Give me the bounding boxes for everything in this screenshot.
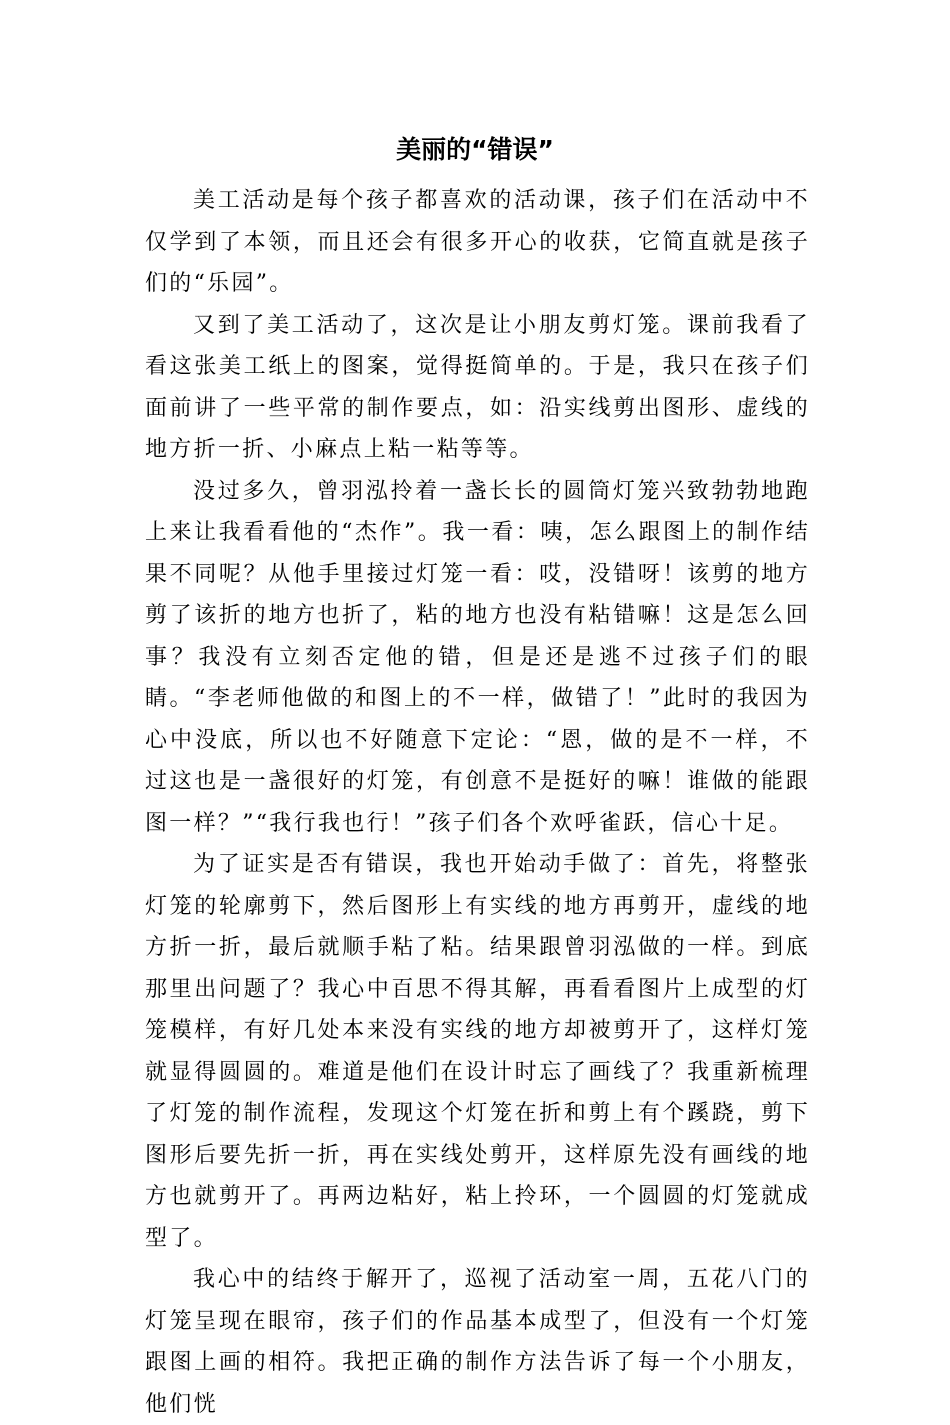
paragraph-2: 又到了美工活动了，这次是让小朋友剪灯笼。课前我看了看这张美工纸上的图案，觉得挺简单的。于是，我只在孩子们面前讲了一些平常的制作要点，如：沿实线剪出图形、虚线的地方折一折、小麻点上粘一粘等等。 (145, 312, 810, 462)
paragraph-5: 我心中的结终于解开了，巡视了活动室一周，五花八门的灯笼呈现在眼帘，孩子们的作品基本成型了，但没有一个灯笼跟图上画的相符。我把正确的制作方法告诉了每一个小朋友，他们恍 (145, 1267, 810, 1417)
document-title: 美丽的“错误” (396, 135, 554, 164)
document-body (145, 180, 810, 1425)
paragraph-4: 为了证实是否有错误，我也开始动手做了：首先，将整张灯笼的轮廓剪下，然后图形上有实线的地方再剪开，虚线的地方折一折，最后就顺手粘了粘。结果跟曾羽泓做的一样。到底那里出问题了？我心中百思不得其解，再看看图片上成型的灯笼模样，有好几处本来没有实线的地方却被剪开了，这样灯笼就显得圆圆的。难道是他们在设计时忘了画线了？我重新梳理了灯笼的制作流程，发现这个灯笼在折和剪上有个蹊跷，剪下图形后要先折一折，再在实线处剪开，这样原先没有画线的地方也就剪开了。再两边粘好，粘上拎环，一个圆圆的灯笼就成型了。 (145, 852, 810, 1251)
paragraph-1: 美工活动是每个孩子都喜欢的活动课，孩子们在活动中不仅学到了本领，而且还会有很多开心的收获，它简直就是孩子们的“乐园”。 (145, 188, 810, 296)
paragraph-3: 没过多久，曾羽泓拎着一盏长长的圆筒灯笼兴致勃勃地跑上来让我看看他的“杰作”。我一看：咦，怎么跟图上的制作结果不同呢？从他手里接过灯笼一看：哎，没错呀！该剪的地方剪了该折的地方也折了，粘的地方也没有粘错嘛！这是怎么回事？我没有立刻否定他的错，但是还是逃不过孩子们的眼睛。“李老师他做的和图上的不一样，做错了！”此时的我因为心中没底，所以也不好随意下定论：“恩，做的是不一样，不过这也是一盏很好的灯笼，有创意不是挺好的嘛！谁做的能跟图一样？”“我行我也行！”孩子们各个欢呼雀跃，信心十足。 (145, 478, 810, 836)
